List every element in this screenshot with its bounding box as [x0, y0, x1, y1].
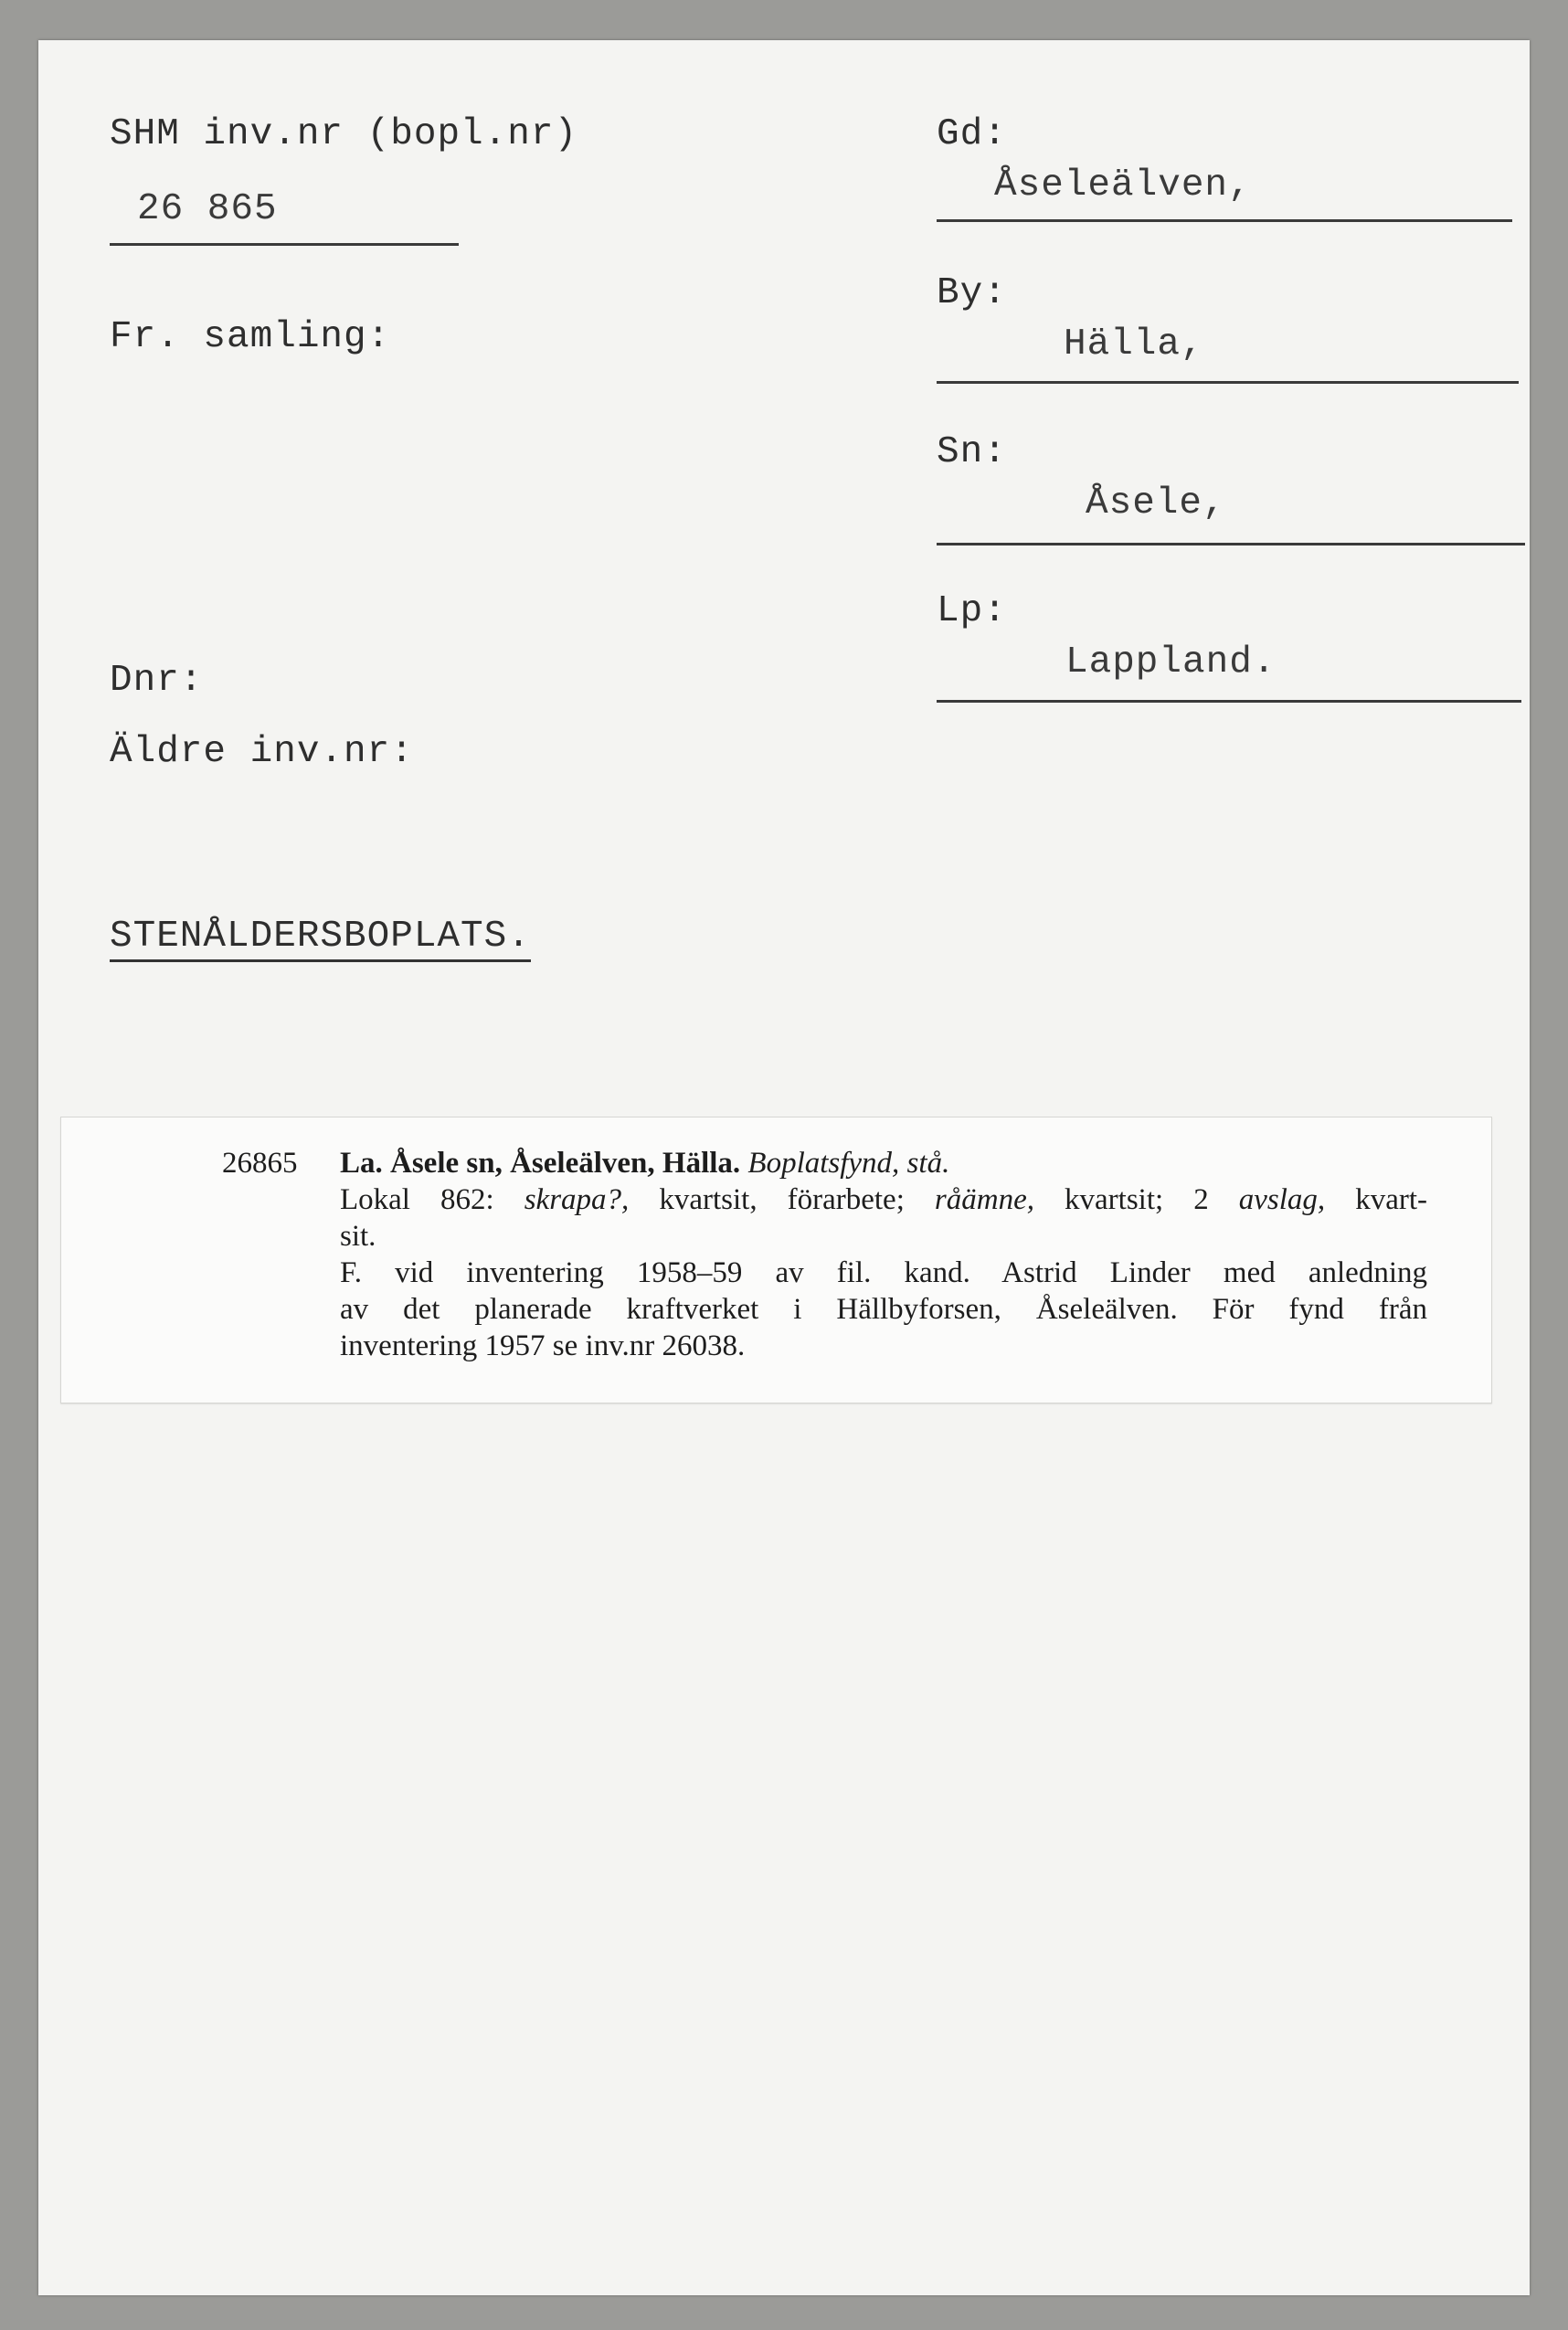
by-value: Hälla,	[1064, 323, 1204, 365]
catalog-card	[38, 40, 1530, 2295]
clipping-heading-italic: Boplatsfynd, stå.	[747, 1147, 950, 1180]
gd-value: Åseleälven,	[994, 164, 1252, 207]
clipping-text	[340, 1145, 1427, 1364]
inventory-number-value: 26 865	[137, 188, 278, 230]
catalogue-clipping	[60, 1117, 1492, 1403]
lp-rule	[937, 700, 1521, 703]
sn-rule	[937, 543, 1525, 545]
fr-samling-label: Fr. samling:	[110, 316, 391, 358]
aldre-inv-label: Äldre inv.nr:	[110, 731, 414, 773]
clipping-text-part: kvartsit; 2	[1033, 1183, 1239, 1216]
clipping-italic-skrapa: skrapa?,	[524, 1183, 630, 1216]
category-title	[110, 916, 531, 958]
by-label: By:	[937, 272, 1007, 314]
inventory-number-label: SHM inv.nr (bopl.nr)	[110, 113, 578, 155]
clipping-line-6: inventering 1957 se inv.nr 26038.	[340, 1329, 746, 1362]
clipping-text-part: Lokal 862:	[340, 1183, 524, 1216]
clipping-line-5: av det planerade kraftverket i Hällbyforsen, Åseleälven. För fynd från	[340, 1293, 1427, 1326]
clipping-text-part: kvartsit, förarbete;	[629, 1183, 935, 1216]
dnr-label: Dnr:	[110, 660, 204, 702]
inventory-number-rule	[110, 243, 459, 246]
by-rule	[937, 381, 1519, 384]
gd-label: Gd:	[937, 113, 1007, 155]
lp-label: Lp:	[937, 590, 1007, 632]
sn-label: Sn:	[937, 431, 1007, 473]
clipping-italic-raamne: råämne,	[934, 1183, 1034, 1216]
gd-rule	[937, 219, 1512, 222]
lp-value: Lappland.	[1065, 641, 1277, 683]
clipping-text-part: kvart-	[1325, 1183, 1428, 1216]
sn-value: Åsele,	[1086, 482, 1226, 524]
clipping-number: 26865	[222, 1147, 298, 1180]
clipping-italic-avslag: avslag,	[1238, 1183, 1326, 1216]
category-title-text: STENÅLDERSBOPLATS.	[110, 916, 531, 962]
clipping-line-3: sit.	[340, 1220, 376, 1253]
clipping-line-2	[340, 1181, 1427, 1218]
clipping-heading	[340, 1145, 1427, 1181]
clipping-heading-bold: La. Åsele sn, Åseleälven, Hälla.	[340, 1147, 741, 1180]
clipping-line-4: F. vid inventering 1958–59 av fil. kand. Astrid Linder med anledning	[340, 1256, 1427, 1289]
